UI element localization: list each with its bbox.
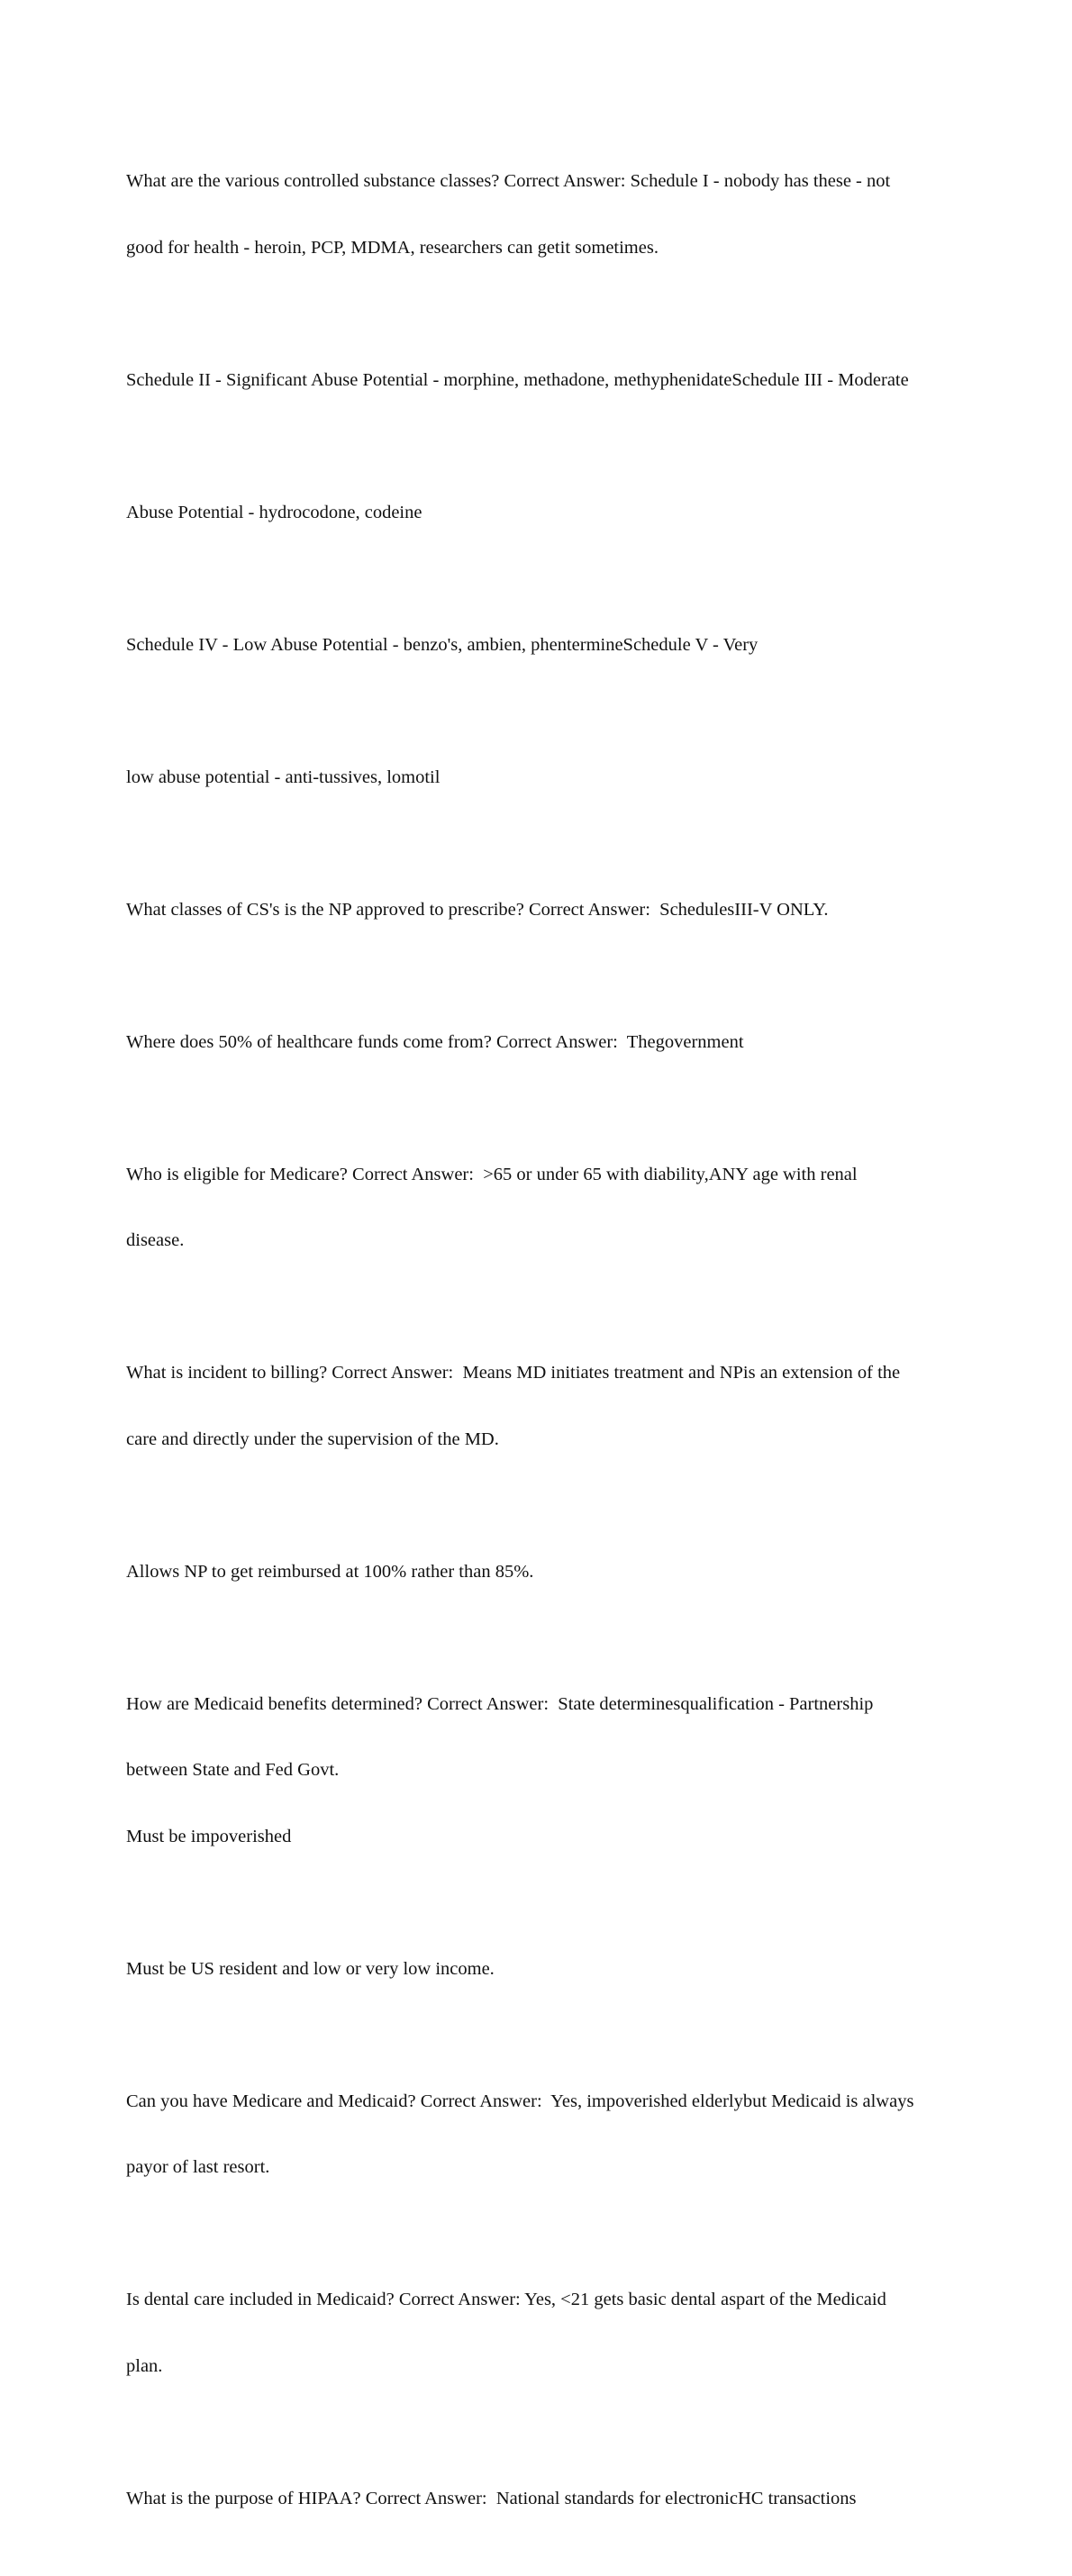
paragraph-line: Must be impoverished [126,1826,292,1846]
paragraph-line: low abuse potential - anti-tussives, lomotil [126,766,441,787]
paragraph-line: Abuse Potential - hydrocodone, codeine [126,502,422,522]
paragraph-medicaid-benefits [126,1649,955,1892]
paragraph-schedule-ii [126,325,955,436]
paragraph-incident-billing [126,1318,955,1494]
paragraph-us-resident [126,1914,955,2025]
paragraph-line: Is dental care included in Medicaid? Correct Answer: Yes, <21 gets basic dental aspart of the Medicaid [126,2290,886,2309]
paragraph-line: How are Medicaid benefits determined? Correct Answer: State determinesqualification - Partnership [126,1693,874,1714]
paragraph-line: Schedule II - Significant Abuse Potential - morphine, methadone, methyphenidateSchedule III - Moderate [126,369,909,390]
paragraph-line: Where does 50% of healthcare funds come from? Correct Answer: Thegovernment [126,1031,744,1052]
paragraph-low-abuse [126,722,955,833]
paragraph-medicare-medicaid [126,2046,955,2223]
paragraph-line: disease. [126,1230,185,1250]
paragraph-schedule-iv [126,590,955,701]
paragraph-schedule-classes [126,126,955,303]
paragraph-healthcare-funds [126,987,955,1098]
paragraph-line: Allows NP to get reimbursed at 100% rather than 85%. [126,1561,534,1582]
paragraph-line: care and directly under the supervision of the MD. [126,1429,499,1449]
paragraph-line: plan. [126,2355,163,2376]
paragraph-hipaa [126,2444,955,2554]
paragraph-line: between State and Fed Govt. [126,1760,340,1780]
paragraph-reimbursement [126,1517,955,1628]
paragraph-line: What is the purpose of HIPAA? Correct Answer: National standards for electronicHC transactions [126,2488,857,2508]
paragraph-line: What are the various controlled substance classes? Correct Answer: Schedule I - nobody has these - not [126,171,891,191]
paragraph-medicare-eligibility [126,1120,955,1296]
paragraph-dental-care [126,2245,955,2421]
paragraph-line: What is incident to billing? Correct Answer: Means MD initiates treatment and NPis an extension of the [126,1363,901,1383]
paragraph-line: payor of last resort. [126,2157,270,2177]
paragraph-line: good for health - heroin, PCP, MDMA, researchers can getit sometimes. [126,237,659,258]
document-page [126,126,955,2576]
paragraph-line: Can you have Medicare and Medicaid? Correct Answer: Yes, impoverished elderlybut Medicaid is always [126,2091,914,2111]
paragraph-line: What classes of CS's is the NP approved to prescribe? Correct Answer: SchedulesIII-V ONLY. [126,899,829,920]
paragraph-line: Who is eligible for Medicare? Correct Answer: >65 or under 65 with diability,ANY age with renal [126,1164,858,1184]
paragraph-np-prescribe [126,855,955,966]
paragraph-abuse-potential [126,458,955,568]
paragraph-line: Schedule IV - Low Abuse Potential - benzo's, ambien, phentermineSchedule V - Very [126,634,759,655]
paragraph-line: Must be US resident and low or very low income. [126,1958,495,1979]
